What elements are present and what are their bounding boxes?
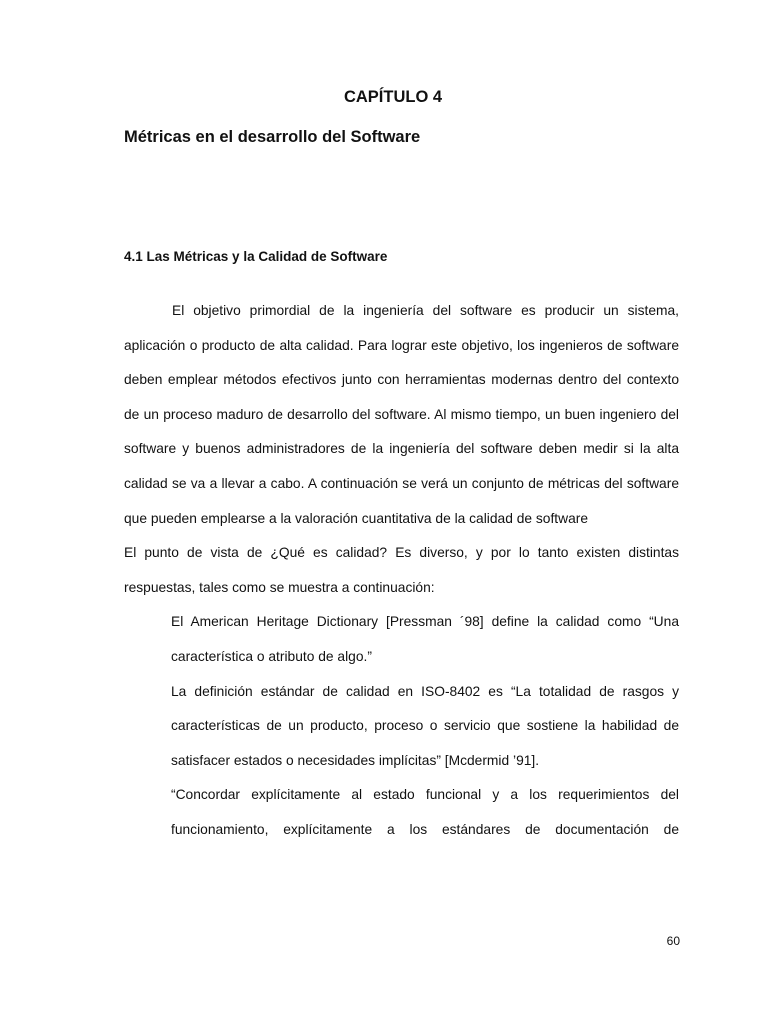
quote-functional-state: “Concordar explícitamente al estado funcional y a los requerimientos del funcionamiento, explícitamente a los estándares de documentación de — [171, 787, 679, 837]
chapter-title: Métricas en el desarrollo del Software — [124, 128, 421, 146]
section-heading: 4.1 Las Métricas y la Calidad de Software — [124, 249, 388, 264]
paragraph-intro: El objetivo primordial de la ingeniería del software es producir un sistema, aplicación o producto de alta calidad. Para lograr este objetivo, los ingenieros de software deben emplear métodos efectivos junto con herramientas modernas dentro del contexto de un proceso maduro de desarrollo del software. Al mismo tiempo, un buen ingeniero del software y buenos administradores de la ingeniería del software deben medir si la alta calidad se va a llevar a cabo. A continuación se verá un conjunto de métricas del software que pueden emplearse a la valoración cuantitativa de la calidad de software — [124, 303, 679, 526]
paragraph-quality-viewpoint: El punto de vista de ¿Qué es calidad? Es diverso, y por lo tanto existen distintas respuestas, tales como se muestra a continuación: — [124, 545, 679, 595]
quote-heritage-dictionary: El American Heritage Dictionary [Pressman ´98] define la calidad como “Una característica o atributo de algo.” — [171, 614, 679, 664]
quote-iso-8402: La definición estándar de calidad en ISO-8402 es “La totalidad de rasgos y características de un producto, proceso o servicio que sostiene la habilidad de satisfacer estados o necesidades implícitas” [Mcdermid ’91]. — [171, 683, 679, 768]
page-number: 60 — [666, 934, 680, 948]
chapter-label: CAPÍTULO 4 — [343, 88, 443, 106]
body-text — [124, 294, 679, 848]
